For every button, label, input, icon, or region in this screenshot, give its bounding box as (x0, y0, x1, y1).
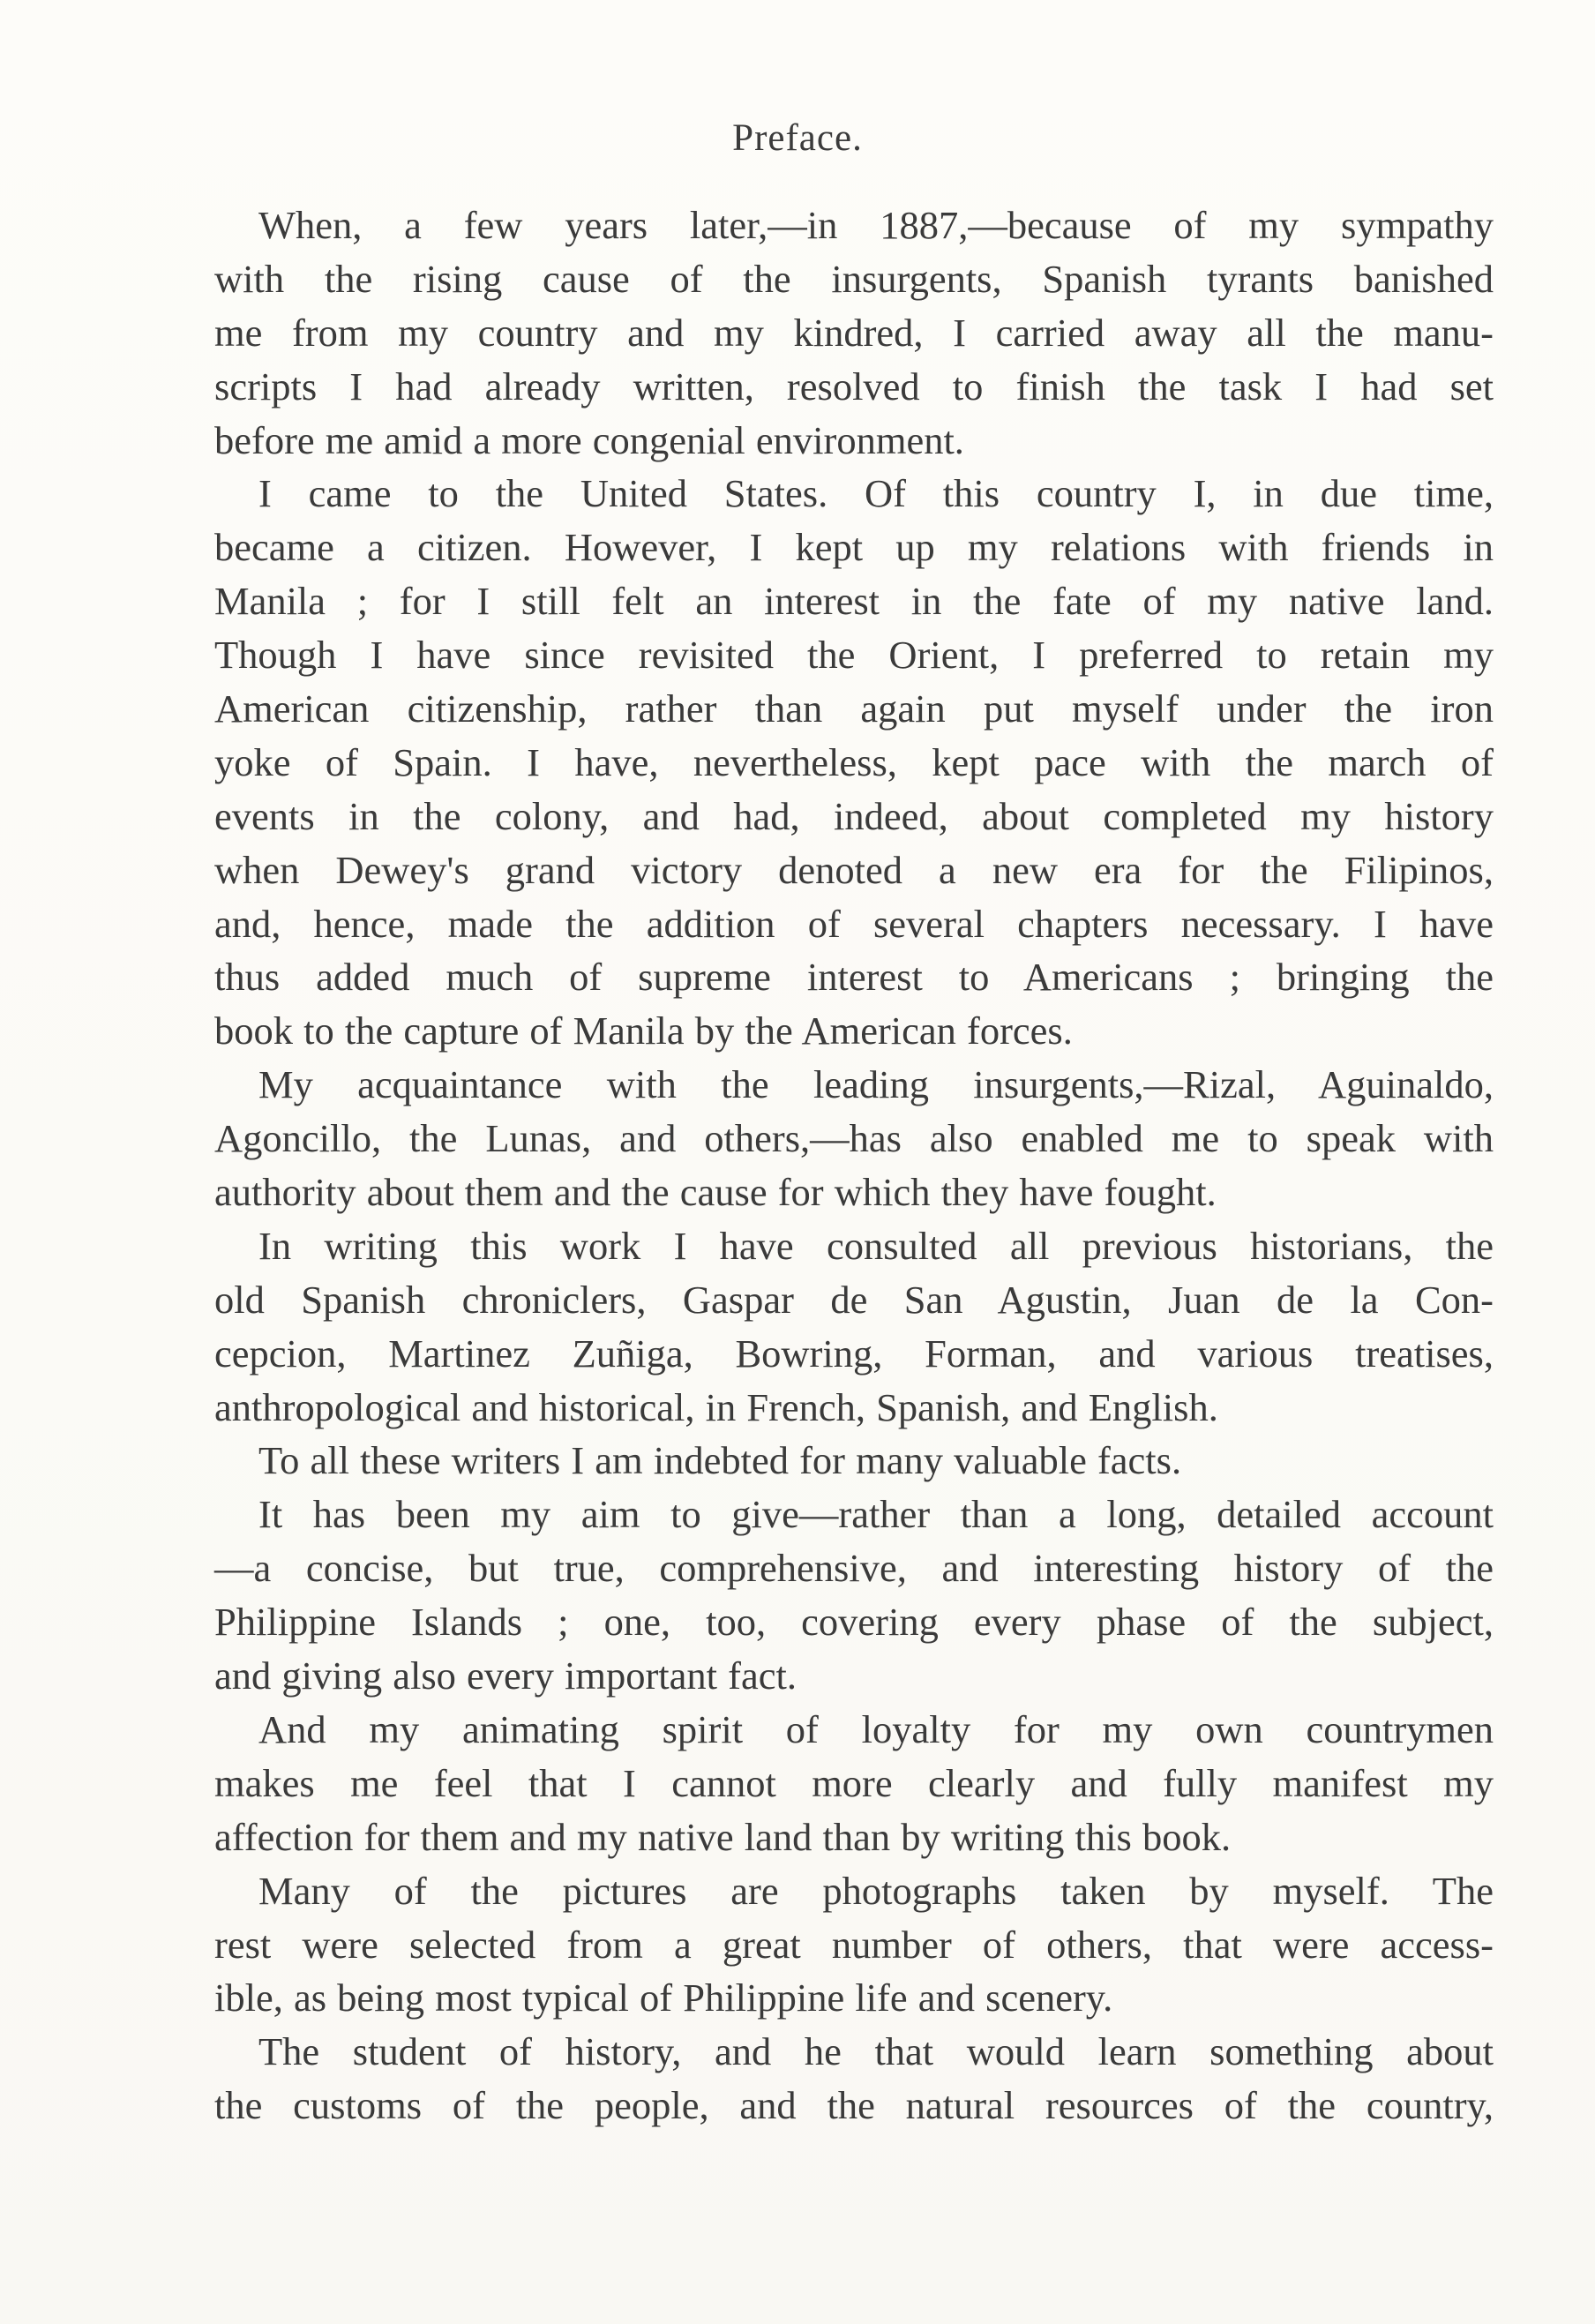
text-line: affection for them and my native land than by writing this book. (214, 1814, 1232, 1859)
text-line: It has been my aim to give—rather than a long, detailed account (258, 1492, 1494, 1537)
text-line: events in the colony, and had, indeed, about completed my history (214, 793, 1494, 838)
preface-text (214, 199, 1494, 2133)
text-line: thus added much of supreme interest to Americans ; bringing the (214, 955, 1494, 1000)
text-line: rest were selected from a great number of others, that were access- (214, 1922, 1494, 1967)
text-line: before me amid a more congenial environment. (214, 417, 964, 462)
text-line: and giving also every important fact. (214, 1653, 797, 1698)
text-line: anthropological and historical, in French, Spanish, and English. (214, 1384, 1218, 1429)
text-line: Many of the pictures are photographs taken by myself. The (258, 1868, 1494, 1913)
text-line: yoke of Spain. I have, nevertheless, kept pace with the march of (214, 739, 1494, 784)
text-line: —a concise, but true, comprehensive, and interesting history of the (214, 1546, 1494, 1591)
text-line: the customs of the people, and the natural resources of the country, (214, 2083, 1494, 2128)
text-line: The student of history, and he that would learn something about (258, 2029, 1494, 2074)
text-line: In writing this work I have consulted all previous historians, the (258, 1223, 1494, 1268)
text-line: and, hence, made the addition of several chapters necessary. I have (214, 901, 1494, 946)
text-line: Though I have since revisited the Orient, I preferred to retain my (214, 633, 1494, 678)
text-line: me from my country and my kindred, I carried away all the manu- (214, 310, 1494, 355)
text-line: makes me feel that I cannot more clearly and fully manifest my (214, 1760, 1494, 1805)
running-head: Preface. (732, 117, 863, 159)
text-line: When, a few years later,—in 1887,—because of my sympathy (258, 203, 1494, 247)
text-line: scripts I had already written, resolved to finish the task I had set (214, 364, 1494, 409)
text-line: American citizenship, rather than again put myself under the iron (214, 686, 1494, 731)
text-line: book to the capture of Manila by the American forces. (214, 1008, 1073, 1053)
text-line: when Dewey's grand victory denoted a new era for the Filipinos, (214, 847, 1494, 892)
text-line: Philippine Islands ; one, too, covering every phase of the subject, (214, 1600, 1494, 1645)
text-line: old Spanish chroniclers, Gaspar de San Agustin, Juan de la Con- (214, 1277, 1494, 1322)
text-line: My acquaintance with the leading insurgents,—Rizal, Aguinaldo, (258, 1062, 1494, 1107)
text-line: Agoncillo, the Lunas, and others,—has also enabled me to speak with (214, 1116, 1494, 1161)
text-line: To all these writers I am indebted for many valuable facts. (258, 1438, 1182, 1483)
text-line: And my animating spirit of loyalty for my own countrymen (258, 1706, 1494, 1751)
text-line: I came to the United States. Of this country I, in due time, (258, 471, 1494, 516)
text-line: with the rising cause of the insurgents, Spanish tyrants banished (214, 256, 1494, 301)
text-line: authority about them and the cause for which they have fought. (214, 1170, 1217, 1215)
text-line: became a citizen. However, I kept up my relations with friends in (214, 525, 1494, 570)
text-line: Manila ; for I still felt an interest in the fate of my native land. (214, 579, 1494, 624)
text-line: ible, as being most typical of Philippine life and scenery. (214, 1975, 1113, 2020)
text-line: cepcion, Martinez Zuñiga, Bowring, Forman, and various treatises, (214, 1331, 1494, 1376)
